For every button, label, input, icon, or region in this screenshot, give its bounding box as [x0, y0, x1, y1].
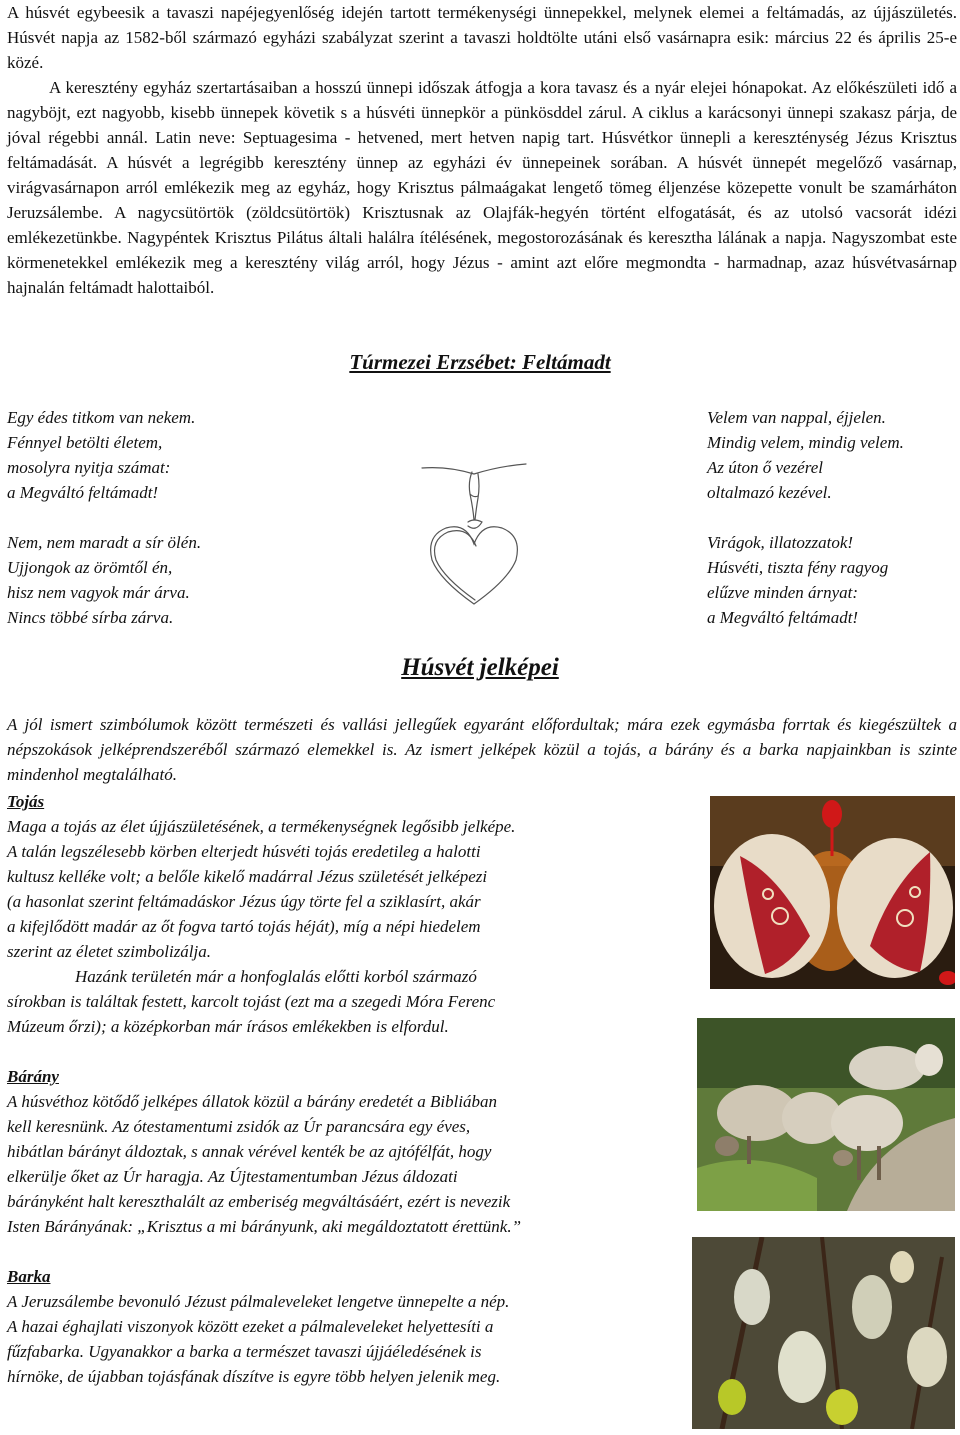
text-line: kultusz kelléke volt; a belőle kikelő madárral Jézus születését jelképezi: [7, 867, 488, 886]
text-line: hibátlan bárányt áldoztak, s annak vérével kenték be az ajtófélfát, hogy: [7, 1142, 492, 1161]
text-line: szerint az életet szimbolizálja.: [7, 942, 211, 961]
poem-line: Egy édes titkom van nekem.: [7, 408, 196, 427]
poem-line: Velem van nappal, éjjelen.: [707, 408, 886, 427]
poem-line: elűzve minden árnyat:: [707, 583, 859, 602]
poem-line: Nincs többé sírba zárva.: [7, 608, 174, 627]
poem-line: mosolyra nyitja számat:: [7, 458, 171, 477]
poem-line: a Megváltó feltámadt!: [7, 483, 159, 502]
poem-line: Az úton ő vezérel: [707, 458, 823, 477]
poem-stanza-3: [707, 405, 904, 505]
poem-line: Fénnyel betölti életem,: [7, 433, 163, 452]
poem-stanza-1: [7, 405, 195, 505]
intro-text: [7, 0, 957, 300]
text-line: (a hasonlat szerint feltámadáskor Jézus úgy törte fel a sziklasírt, akár: [7, 892, 481, 911]
crucifix-heart-icon: [418, 452, 530, 612]
symbols-intro: A jól ismert szimbólumok között természeti és vallási jellegűek egyaránt előfordultak; mára ezek egymásba forrtak és kiegészültek a népszokások jelképrendszeréből származó elemekkel is. Az ismert jelképek közül a tojás, a bárány és a barka napjainkban is szinte mindenhol megtalálható.: [7, 715, 957, 784]
section-title: Húsvét jelképei: [401, 654, 559, 681]
poem-line: Mindig velem, mindig velem.: [707, 433, 904, 452]
lamb-section: [7, 1064, 521, 1239]
egg-section: [7, 789, 515, 1039]
text-line: A hazai éghajlati viszonyok között ezeket a pálmaleveleket helyettesíti a: [7, 1317, 494, 1336]
text-line: Hazánk területén már a honfoglalás előtti korból származó: [75, 967, 477, 986]
poem-line: oltalmazó kezével.: [707, 483, 832, 502]
poem-line: Ujjongok az örömtől én,: [7, 558, 173, 577]
text-line: sírokban is találtak festett, karcolt tojást (ezt ma a szegedi Móra Ferenc: [7, 992, 496, 1011]
easter-eggs-photo: [710, 796, 955, 989]
text-line: A húsvéthoz kötődő jelképes állatok közül a bárány eredetét a Bibliában: [7, 1092, 498, 1111]
poem-stanza-4: [707, 530, 888, 630]
egg-heading: Tojás: [7, 792, 45, 811]
poem-line: Nem, nem maradt a sír ölén.: [7, 533, 202, 552]
text-line: a kifejlődött madár az őt fogva tartó tojás héját), míg a népi hiedelem: [7, 917, 481, 936]
catkin-section: [7, 1264, 509, 1389]
poem-title: Túrmezei Erzsébet: Feltámadt: [349, 350, 611, 374]
poem-stanza-2: [7, 530, 201, 630]
pussy-willow-photo: [692, 1237, 955, 1429]
text-line: elkerülje őket az Úr haragja. Az Újtestamentumban Jézus áldozati: [7, 1167, 458, 1186]
text-line: fűzfabarka. Ugyanakkor a barka a természet tavaszi újjáéledésének is: [7, 1342, 482, 1361]
poem-line: Húsvéti, tiszta fény ragyog: [707, 558, 889, 577]
text-line: bárányként halt kereszthalált az emberiség megváltásáért, ezért is nevezik: [7, 1192, 511, 1211]
text-line: Isten Bárányának: „Krisztus a mi bárányunk, aki megáldoztatott érettünk.”: [7, 1217, 522, 1236]
text-line: hírnöke, de újabban tojásfának díszítve is egyre több helyen jelenik meg.: [7, 1367, 501, 1386]
text-line: Múzeum őrzi); a középkorban már írásos emlékekben is elfordul.: [7, 1017, 449, 1036]
intro-paragraph-2: A keresztény egyház szertartásaiban a hosszú ünnepi időszak átfogja a kora tavasz és a nyár elejei hónapokat. Az előkészületi idő a nagyböjt, ezt nagyobb, kisebb ünnepek követik s a húsvéti ünnepkör a pünkösddel zárul. A ciklus a karácsonyi ünnepi szakasz párja, de jóval régebbi annál. Latin neve: Septuagesima - hetvened, mert hetven napig tart. Húsvétkor ünnepli a kereszténység Jézus Krisztus feltámadását. A húsvét a legrégibb keresztény ünnep az egyházi év ünnepeinek sorában. A húsvét ünnepét megelőző vasárnap, virágvasárnapon arról emlékezik meg az egyház, hogy Krisztus pálmaágakat lengető tömeg éljenzése közepette vonult be szamárháton Jeruzsálembe. A nagycsütörtök (zöldcsütörtök) Krisztusnak az Olajfák-hegyén történt elfogatását, és az utolsó vacsorát idézi emlékezetünkbe. Nagypéntek Krisztus Pilátus általi halálra ítélésének, megostorozásának és keresztha lálának a napja. Nagyszombat este körmenetekkel emlékezik meg a keresztény világ arról, hogy Jézus - amint azt előre megmondta - harmadnap, azaz húsvétvasárnap hajnalán feltámadt halottaiból.: [7, 78, 957, 297]
sheep-photo: [697, 1018, 955, 1211]
text-line: kell keresnünk. Az ótestamentumi zsidók az Úr parancsára egy éves,: [7, 1117, 471, 1136]
poem-line: Virágok, illatozzatok!: [707, 533, 854, 552]
text-line: A talán legszélesebb körben elterjedt húsvéti tojás eredetileg a halotti: [7, 842, 481, 861]
lamb-heading: Bárány: [7, 1067, 59, 1086]
intro-paragraph-1: A húsvét egybeesik a tavaszi napéjegyenlőség idején tartott termékenységi ünnepekkel, melynek elemei a feltámadás, az újjászületés. Húsvét napja az 1582-ből származó egyházi szabályzat szerint a tavaszi holdtölte utáni első vasárnapra esik: március 22 és április 25-e közé.: [7, 3, 957, 72]
text-line: A Jeruzsálembe bevonuló Jézust pálmaleveleket lengetve ünnepelte a nép.: [7, 1292, 510, 1311]
text-line: Maga a tojás az élet újjászületésének, a termékenységnek legősibb jelképe.: [7, 817, 516, 836]
poem-line: a Megváltó feltámadt!: [707, 608, 859, 627]
catkin-heading: Barka: [7, 1267, 51, 1286]
poem-line: hisz nem vagyok már árva.: [7, 583, 190, 602]
